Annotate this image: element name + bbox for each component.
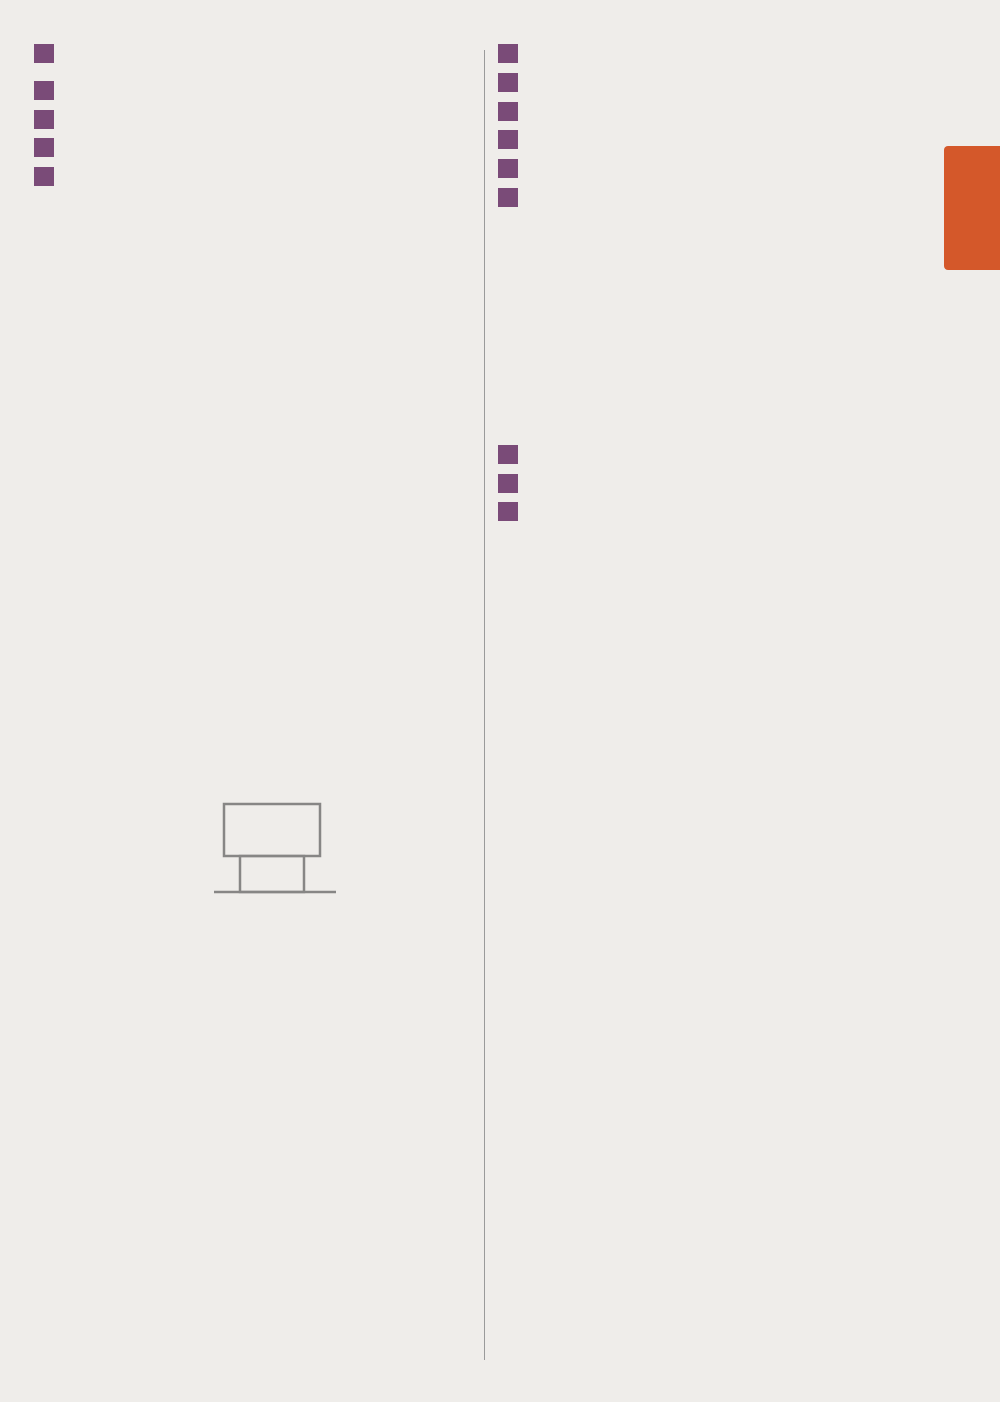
question-badge [498, 130, 518, 149]
figure-34 [498, 225, 930, 445]
page-footer [620, 1366, 630, 1385]
question-badge [498, 474, 518, 493]
question-badge [34, 110, 54, 129]
column-divider [484, 50, 485, 1360]
answer-2 [34, 81, 474, 110]
question-badge [34, 138, 54, 157]
answer-c9 [498, 445, 930, 474]
question-badge [498, 502, 518, 521]
question-badge [498, 102, 518, 121]
answer-a3 [498, 44, 930, 73]
bar-charts [498, 225, 930, 431]
answer-b5 [498, 102, 930, 131]
answer-1 [34, 44, 474, 73]
side-tab-label [944, 146, 1000, 270]
question-badge [34, 44, 54, 63]
answer-c10 [498, 474, 930, 503]
answer-a1 [34, 138, 474, 167]
answer-b7 [498, 159, 930, 188]
question-badge [498, 44, 518, 63]
question-badge [498, 188, 518, 207]
question-badge [498, 159, 518, 178]
stamp-mark [210, 796, 340, 946]
question-badge [498, 445, 518, 464]
question-badge [34, 81, 54, 100]
answer-a2 [34, 167, 474, 196]
answer-c8 [498, 188, 930, 217]
answer-3 [34, 110, 474, 139]
right-column [498, 44, 930, 531]
question-badge [34, 167, 54, 186]
question-badge [498, 73, 518, 92]
answer-c11 [498, 502, 930, 531]
answer-b6 [498, 130, 930, 159]
left-column [34, 44, 474, 196]
answer-a4 [498, 73, 930, 102]
